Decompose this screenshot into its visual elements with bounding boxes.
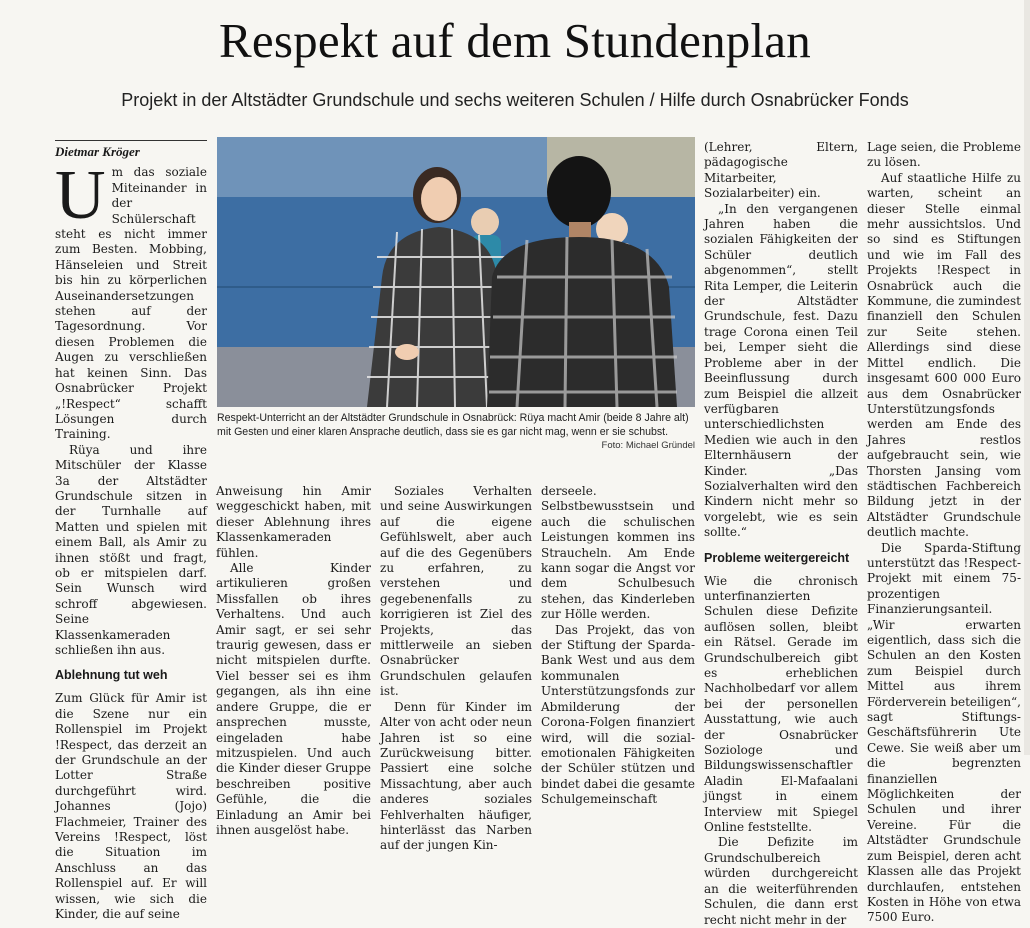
photo-caption: Respekt-Unterricht an der Altstädter Grundschule in Osnabrück: Rüya macht Amir (beide 8 Jahre alt) mit Gesten und einer klaren Ansprache deutlich, dass sie es gar nicht mag, wenn er sie schubst. — [217, 412, 689, 438]
article-photo — [217, 137, 695, 407]
page-edge — [1024, 0, 1030, 755]
section-subhead: Ablehnung tut weh — [55, 668, 168, 683]
article-column-3 — [380, 484, 532, 854]
section-subhead: Probleme weitergereicht — [704, 550, 850, 565]
paragraph: Alle Kinder artikulieren großen Missfallen ob ihres Verhaltens. Und auch Amir sagt, er sei sehr traurig gewesen, dass er nicht mitspielen durfte. Viel besser sei es ihm gegangen, als ihn eine andere Gruppe, die er ansprechen musste, eingeladen habe mitzuspielen. Und auch die Kinder dieser Gruppe beschreiben positive Gefühle, die die Einladung an Amir bei ihnen ausgelöst habe. — [216, 561, 371, 837]
paragraph: Das Projekt, das von der Stiftung der Sparda-Bank West und aus dem kommunalen Unterstützungsfonds zur Abmilderung der Corona-Folgen finanziert wird, will die sozial-emotionalen Fähigkeiten der Schüler stützen und bindet dabei die gesamte Schulgemeinschaft — [541, 622, 695, 807]
paragraph: Auf staatliche Hilfe zu warten, scheint an dieser Stelle einmal mehr aussichtslos. Und so sind es Stiftungen und wie im Fall des Projekts !Respect in Osnabrück auch die Kommune, die zumindest finanziell den Schulen zur Seite stehen. Allerdings sind diese Mittel endlich. Die insgesamt 600 000 Euro aus dem Osnabrücker Unterstützungsfonds werden am Ende des Jahres restlos aufgebraucht sein, wie Thorsten Jansing vom städtischen Fachbereich Bildung jetzt in der Altstädter Grundschule deutlich machte. — [867, 170, 1022, 540]
headline: Respekt auf dem Stundenplan — [219, 13, 811, 68]
paragraph: Denn für Kinder im Alter von acht oder neun Jahren ist so eine Zurückweisung bitter. Passiert eine solche Missachtung, aber auch anderes soziales Fehlverhalten häufiger, hinterlässt das Narben auf der jungen Kin- — [380, 699, 532, 853]
paragraph: Die Defizite im Grundschulbereich würden durchgereicht an die weiterführenden Schulen, die dann erst recht nicht mehr in der — [704, 835, 858, 927]
drop-cap: U — [55, 157, 106, 235]
article-column-4 — [541, 484, 695, 808]
paragraph: (Lehrer, Eltern, pädagogische Mitarbeiter, Sozialarbeiter) ein. — [704, 140, 858, 201]
paragraph: Anweisung hin Amir weggeschickt haben, mit dieser Ablehnung ihres Klassenkameraden fühlen. — [216, 484, 371, 560]
author-byline: Dietmar Kröger — [55, 140, 207, 159]
paragraph: Die Sparda-Stiftung unterstützt das !Respect-Projekt mit einem 75-prozentigen Finanzierungsanteil. „Wir erwarten eigentlich, dass sich die Schulen an den Kosten zum Beispiel durch Mittel aus ihrem Förderverein beteiligen“, sagt Stiftungs-Geschäftsführerin Ute Cewe. Sie weiß aber um die begrenzten finanziellen Möglichkeiten der Schulen und ihrer Vereine. Für die Altstädter Grundschule zum Beispiel, deren acht Klassen alle das Projekt durchlaufen, entstehen Kosten in Höhe von etwa 7500 Euro. — [867, 540, 1021, 925]
paragraph: Wie die chronisch unterfinanzierten Schulen diese Defizite auflösen sollen, bleibt ein Rätsel. Gerade im Grundschulbereich gibt es erheblichen Nachholbedarf vor allem bei der personellen Ausstattung, wie auch der Osnabrücker Soziologe und Bildungswissenschaftler Aladin El-Mafaalani jüngst in einem Interview mit Spiegel Online feststellte. — [704, 573, 858, 835]
subheadline: Projekt in der Altstädter Grundschule und sechs weiteren Schulen / Hilfe durch Osnabrücker Fonds — [121, 90, 909, 110]
photo-credit: Foto: Michael Gründel — [601, 440, 695, 451]
article-column-5 — [704, 140, 858, 928]
paragraph: Lage seien, die Probleme zu lösen. — [867, 140, 1021, 170]
article-column-6 — [867, 140, 1021, 926]
article-column-2 — [216, 484, 371, 838]
photo-illustration — [217, 137, 695, 407]
paragraph: Zum Glück für Amir ist die Szene nur ein Rollenspiel im Projekt !Respect, das derzeit an der Grundschule an der Lotter Straße durchgeführt wird. Johannes (Jojo) Flachmeier, Trainer des Vereins !Respect, löst die Situation im Anschluss an das Rollenspiel auf. Er will wissen, wie sich die Kinder, die auf seine — [55, 691, 207, 922]
paragraph: m das soziale Miteinander in der Schülerschaft steht es nicht immer zum Besten. Mobbing, Hänseleien und Streit bis hin zu körperlichen Auseinandersetzungen stehen auf der Tagesordnung. Vor diesen Problemen die Augen zu verschließen hat keinen Sinn. Das Osnabrücker Projekt „!Respect“ schafft Lösungen durch Training. — [55, 165, 207, 442]
article-column-1 — [55, 140, 207, 923]
paragraph: derseele. Selbstbewusstsein und auch die schulischen Leistungen kommen ins Straucheln. Am Ende kann sogar die Angst vor dem Schulbesuch stehen, das Kinderleben zur Hölle werden. — [541, 484, 695, 622]
paragraph: Soziales Verhalten und seine Auswirkungen auf die eigene Gefühlswelt, aber auch auf die des Gegenübers zu erfahren, zu verstehen und gegebenenfalls zu korrigieren ist Ziel des Projekts, das mittlerweile an sieben Osnabrücker Grundschulen gelaufen ist. — [380, 484, 532, 699]
paragraph: Rüya und ihre Mitschüler der Klasse 3a der Altstädter Grundschule sitzen in der Turnhalle auf Matten und spielen mit einem Ball, als Amir zu ihnen stößt und fragt, ob er mitspielen darf. Sein Wunsch wird schroff abgewiesen. Seine Klassenkameraden schließen ihn aus. — [55, 442, 207, 657]
paragraph: „In den vergangenen Jahren haben die sozialen Fähigkeiten der Schüler deutlich abgenommen“, stellt Rita Lemper, die Leiterin der Altstädter Grundschule, fest. Dazu trage Corona einen Teil bei, Lemper sieht die Probleme aber in der Beeinflussung durch zum Beispiel die allzeit verfügbaren unterschiedlichsten Medien wie auch in den Elternhäusern der Kinder. „Das Sozialverhalten wird den Kindern nicht mehr so vorgelebt, wie es sein sollte.“ — [704, 201, 858, 540]
